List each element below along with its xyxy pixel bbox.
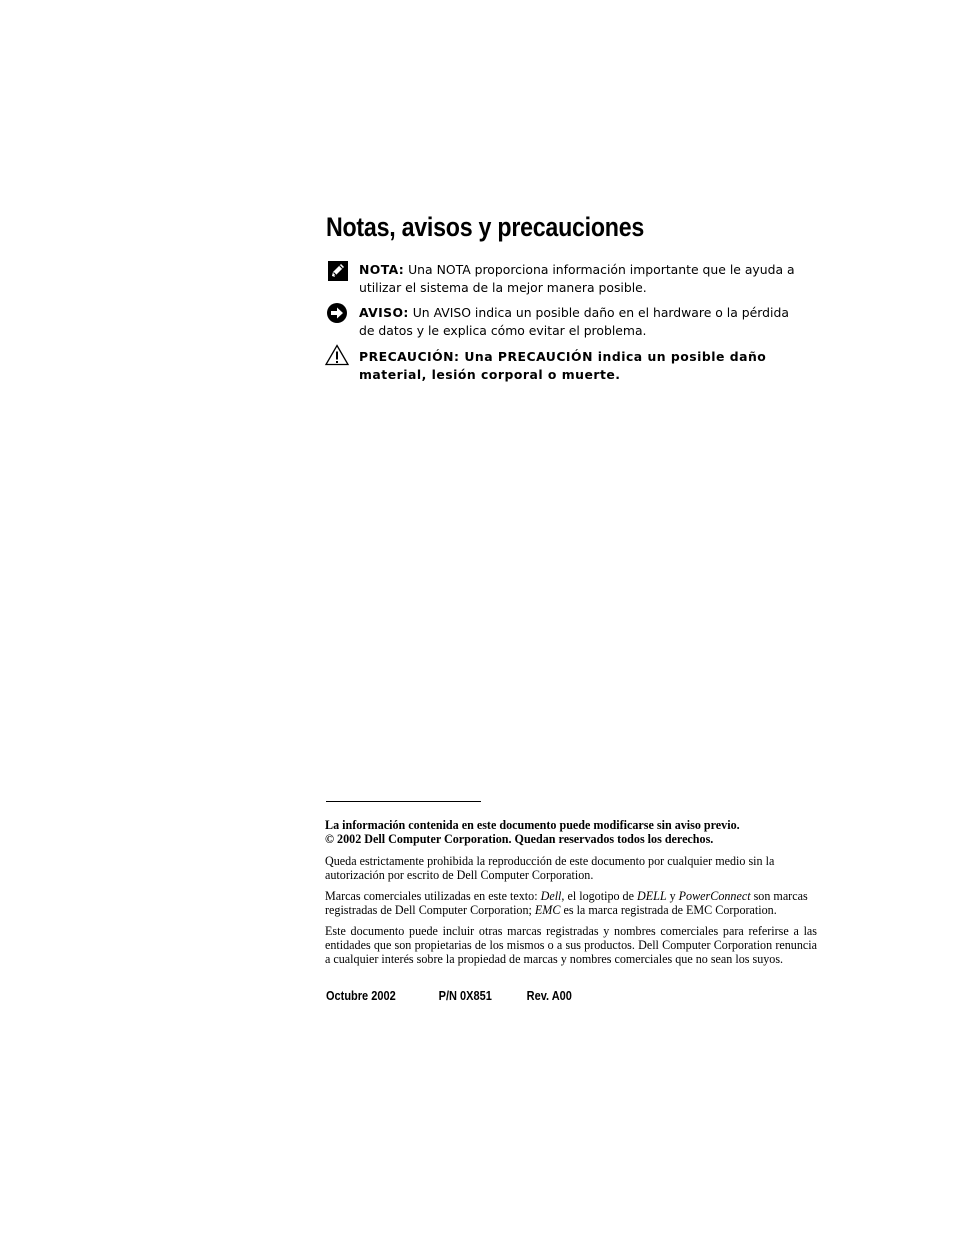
trademark-powerconnect: PowerConnect: [678, 889, 751, 903]
aviso-label: AVISO:: [359, 305, 409, 320]
aviso-text: [359, 304, 796, 339]
revision: Rev. A00: [526, 989, 572, 1003]
trademarks-text-3: y: [666, 889, 679, 903]
caution-text: [359, 348, 796, 383]
trademark-dell-logo: DELL: [637, 889, 667, 903]
legal-change-notice: La información contenida en este documento puede modificarse sin aviso previo.: [325, 818, 740, 832]
publication-date: Octubre 2002: [326, 989, 396, 1003]
note-label: NOTA:: [359, 262, 405, 277]
trademark-emc: EMC: [534, 903, 561, 917]
caution-label: PRECAUCIÓN:: [359, 349, 460, 364]
part-number: P/N 0X851: [438, 989, 492, 1003]
trademarks-text-2: , el logotipo de: [561, 889, 637, 903]
trademarks-notice: [325, 889, 817, 917]
other-trademarks-notice: Este documento puede incluir otras marcas registradas y nombres comerciales para referirse a las entidades que son propietarias de los mismos o a sus productos. Dell Computer Corporation renuncia a cualquier interés sobre la propiedad de marcas y nombres comerciales que no sean los suyos.: [325, 924, 817, 966]
trademark-dell: Dell: [540, 889, 562, 903]
trademarks-intro: Marcas comerciales utilizadas en este texto:: [325, 889, 541, 903]
note-text: [359, 261, 796, 296]
footnote-divider: [326, 801, 481, 802]
page-title: Notas, avisos y precauciones: [326, 212, 645, 242]
trademarks-text-4: son marcas registradas de Dell Computer Corporation;: [325, 889, 808, 917]
note-notice: [326, 261, 796, 296]
caution-notice: [326, 348, 796, 383]
reproduction-notice: Queda estrictamente prohibida la reproducción de este documento por cualquier medio sin la autorización por escrito de Dell Computer Corporation.: [325, 854, 775, 882]
legal-notice-bold: [325, 818, 817, 846]
caution-body: Una PRECAUCIÓN indica un posible daño material, lesión corporal o muerte.: [359, 349, 767, 382]
note-body: Una NOTA proporciona información importante que le ayuda a utilizar el sistema de la mejor manera posible.: [359, 262, 795, 295]
warning-triangle-icon: [324, 344, 350, 366]
arrow-notice-icon: [326, 302, 348, 324]
pencil-note-icon: [327, 260, 349, 282]
copyright-notice: © 2002 Dell Computer Corporation. Quedan reservados todos los derechos.: [325, 832, 714, 846]
aviso-body: Un AVISO indica un posible daño en el hardware o la pérdida de datos y le explica cómo evitar el problema.: [359, 305, 789, 338]
trademarks-text-5: es la marca registrada de EMC Corporation.: [560, 903, 777, 917]
aviso-notice: [326, 304, 796, 339]
document-footer: [326, 989, 572, 1003]
